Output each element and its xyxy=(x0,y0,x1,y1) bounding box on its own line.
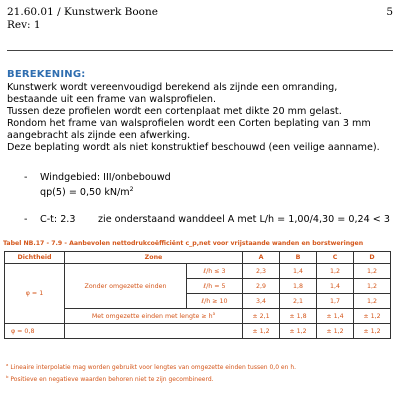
value-c: ± 1,2 xyxy=(317,324,354,339)
lh-cell: ℓ/h ≥ 10 xyxy=(187,294,243,309)
value-d: ± 1,2 xyxy=(354,324,391,339)
section-body xyxy=(7,82,397,155)
value-d: 1,2 xyxy=(354,294,391,309)
value-d: 1,2 xyxy=(354,279,391,294)
phi1-cell: φ = 1 xyxy=(5,264,65,324)
ct-value: C-t: 2.3 xyxy=(40,214,76,225)
ct-wand-note: zie onderstaand wanddeel A met L/h = 1,00/4,30 = 0,24 < 3 xyxy=(98,214,390,225)
lh-cell: ℓ/h ≤ 3 xyxy=(187,264,243,279)
value-c: 1,2 xyxy=(317,264,354,279)
header-dichtheid: Dichtheid xyxy=(5,252,65,264)
footnote-a-mark: a xyxy=(6,362,9,367)
section-title: BEREKENING: xyxy=(7,69,86,80)
table-caption: Tabel NB.17 - 7.9 - Aanbevolen nettodrukcoëfficiënt c_p,net voor vrijstaande wanden en borstweringen xyxy=(3,240,364,247)
body-line: Deze beplating wordt als niet konstruktief beschouwd (een veilige aanname). xyxy=(7,142,380,154)
footnote-a xyxy=(6,362,296,371)
body-line: aangebracht als zijnde een afwerking. xyxy=(7,130,191,142)
body-line: Rondom het frame van walsprofielen wordt een Corten beplating van 3 mm xyxy=(7,118,371,130)
table-row xyxy=(5,324,391,339)
body-line: bestaande uit een frame van walsprofielen. xyxy=(7,94,217,106)
header-zone: Zone xyxy=(65,252,243,264)
value-c: ± 1,4 xyxy=(317,309,354,324)
met-footnote-mark: a xyxy=(212,311,216,317)
table-row xyxy=(5,264,391,279)
header-b: B xyxy=(280,252,317,264)
revision-label: Rev: 1 xyxy=(7,19,41,31)
bullet-dash: - xyxy=(24,172,28,183)
windgebied-text: Windgebied: III/onbebouwd xyxy=(40,172,171,183)
qp-exponent: 2 xyxy=(129,186,134,193)
footnote-b-mark: b xyxy=(6,374,9,379)
value-c: 1,7 xyxy=(317,294,354,309)
lh-cell: ℓ/h = 5 xyxy=(187,279,243,294)
footnote-b xyxy=(6,374,214,383)
document-reference: 21.60.01 / Kunstwerk Boone xyxy=(7,6,158,18)
value-a: 3,4 xyxy=(243,294,280,309)
body-line: Tussen deze profielen wordt een cortenplaat met dikte 20 mm gelast. xyxy=(7,106,342,118)
qp-text: qp(5) = 0,50 kN/m xyxy=(40,187,130,199)
value-b: 2,1 xyxy=(280,294,317,309)
page-number: 5 xyxy=(386,6,393,18)
header-c: C xyxy=(317,252,354,264)
body-line: Kunstwerk wordt vereenvoudigd berekend als zijnde een omranding, xyxy=(7,82,338,93)
value-a: ± 2,1 xyxy=(243,309,280,324)
qp-value xyxy=(40,184,134,199)
value-a: 2,9 xyxy=(243,279,280,294)
footnote-b-text: Positieve en negatieve waarden behoren niet te zijn gecombineerd. xyxy=(10,376,214,383)
header-d: D xyxy=(354,252,391,264)
met-omgezette-cell xyxy=(65,309,243,324)
value-a: 2,3 xyxy=(243,264,280,279)
header-a: A xyxy=(243,252,280,264)
met-label: Met omgezette einden met lengte ≥ h xyxy=(91,313,213,321)
phi08-zone-cell xyxy=(65,324,243,339)
value-b: 1,4 xyxy=(280,264,317,279)
page-header xyxy=(7,6,393,36)
value-b: ± 1,8 xyxy=(280,309,317,324)
value-b: 1,8 xyxy=(280,279,317,294)
footnote-a-text: Lineaire interpolatie mag worden gebruikt voor lengtes van omgezette einden tussen 0,0 en h. xyxy=(10,364,297,371)
phi08-cell: φ = 0,8 xyxy=(5,324,65,339)
value-d: ± 1,2 xyxy=(354,309,391,324)
value-d: 1,2 xyxy=(354,264,391,279)
value-c: 1,4 xyxy=(317,279,354,294)
value-b: ± 1,2 xyxy=(280,324,317,339)
zonder-cell: Zonder omgezette einden xyxy=(65,264,187,309)
bullet-dash: - xyxy=(24,214,28,225)
table-header-row xyxy=(5,252,391,264)
value-a: ± 1,2 xyxy=(243,324,280,339)
header-divider xyxy=(7,50,393,51)
coefficient-table xyxy=(4,251,391,339)
